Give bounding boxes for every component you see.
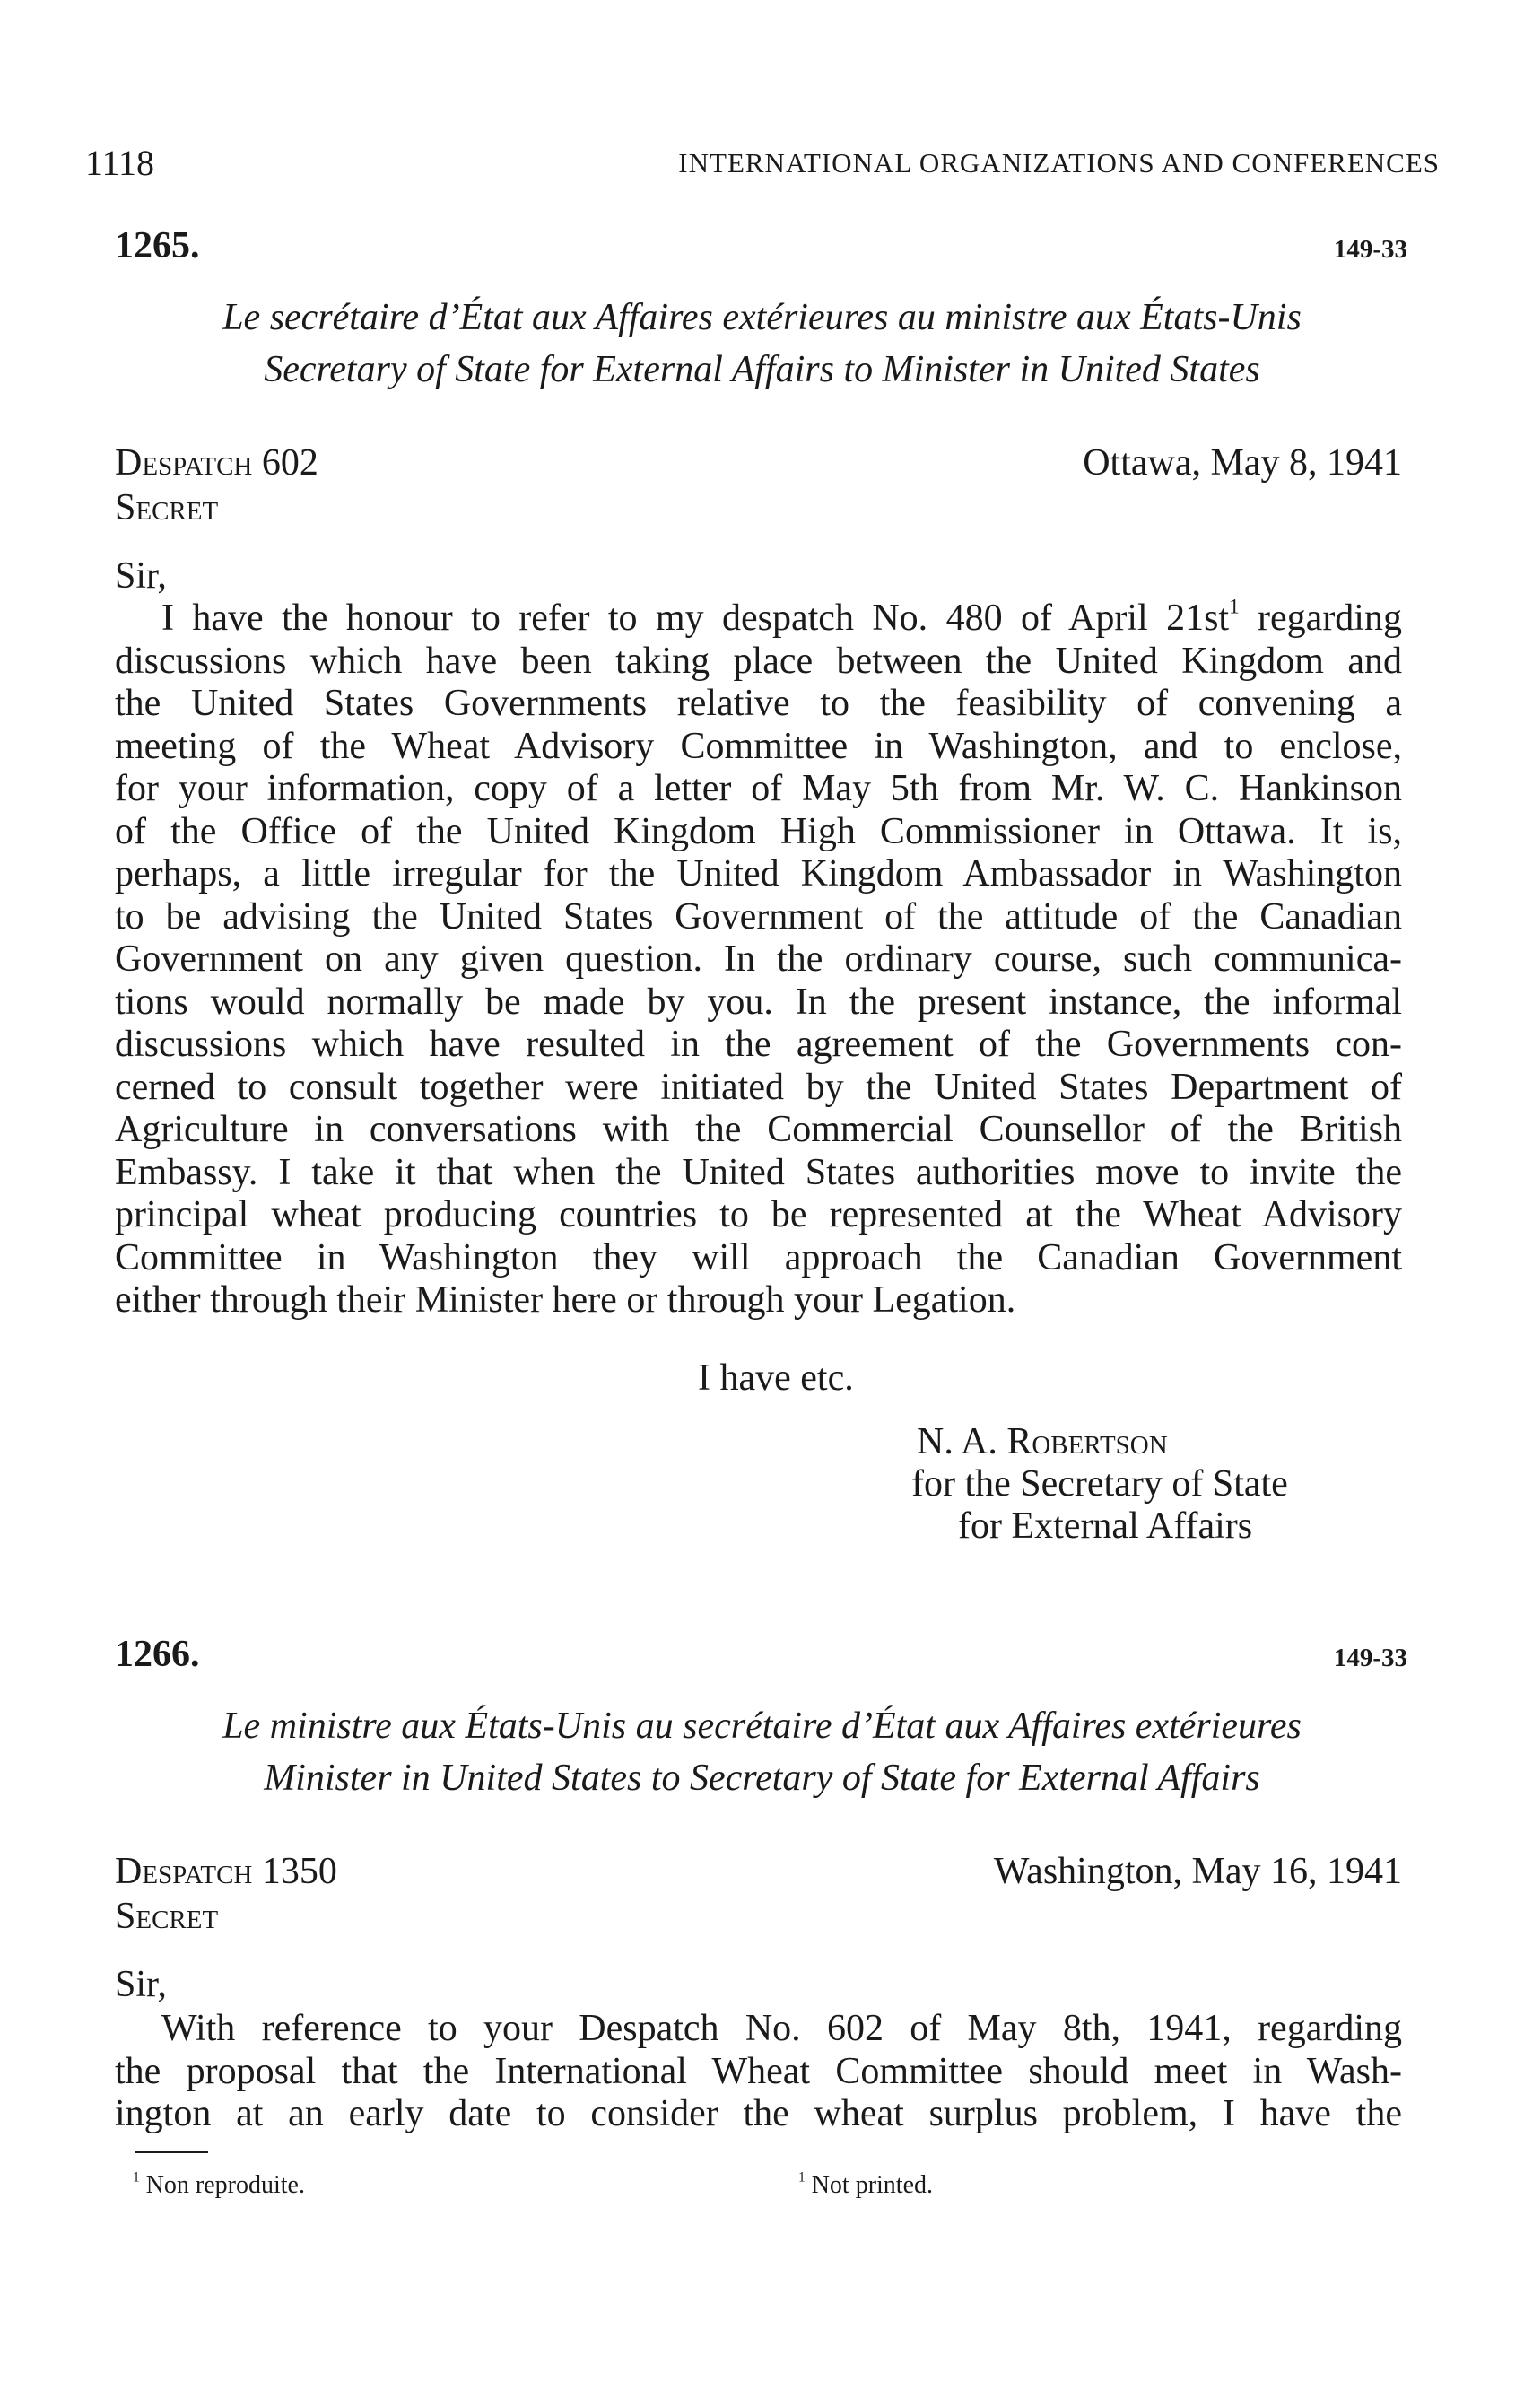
body-line: With reference to your Despatch No. 602 of May 8th, 1941, regarding — [161, 2008, 1402, 2049]
doc-1266-number: 1266. — [115, 1634, 200, 1675]
body-line: ington at an early date to consider the wheat surplus problem, I have the — [115, 2093, 1402, 2134]
doc-1265-title-en: Secretary of State for External Affairs to Minister in United States — [264, 349, 1260, 390]
body-line: to be advising the United States Government of the attitude of the Canadian — [115, 895, 1402, 938]
doc-1265-number: 1265. — [115, 225, 200, 266]
doc-1266-body — [115, 2008, 1402, 2136]
doc-1265-closing: I have etc. — [698, 1357, 854, 1399]
signature-line: for the Secretary of State — [911, 1463, 1288, 1505]
body-line: cerned to consult together were initiated by the United States Department of — [115, 1066, 1402, 1108]
doc-1266-file-ref: 149-33 — [1333, 1644, 1407, 1672]
doc-1266-classification: Secret — [115, 1896, 219, 1937]
body-line: meeting of the Wheat Advisory Committee in Washington, and to enclose, — [115, 725, 1402, 767]
doc-1265-body — [115, 594, 1402, 1322]
footnote-text: Non reproduite. — [139, 2171, 305, 2199]
footnote-mark: 1 — [798, 2169, 806, 2186]
doc-1265-salutation: Sir, — [115, 555, 167, 597]
body-line: Agriculture in conversations with the Commercial Counsellor of the British — [115, 1109, 1402, 1150]
body-line: tions would normally be made by you. In the present instance, the informal — [115, 981, 1402, 1023]
body-line: Embassy. I take it that when the United States authorities move to invite the — [115, 1151, 1402, 1193]
doc-1265-signature — [911, 1421, 1288, 1548]
body-line: the United States Governments relative to the feasibility of convening a — [115, 683, 1402, 724]
body-line: either through their Minister here or through your Legation. — [115, 1279, 1016, 1321]
body-line: the proposal that the International Wheat Committee should meet in Wash- — [115, 2050, 1402, 2092]
body-line: I have the honour to refer to my despatch No. 480 of April $21st^1$ regarding — [161, 594, 1402, 639]
signature-line: for External Affairs — [958, 1505, 1253, 1547]
body-line: for your information, copy of a letter of May 5th from Mr. W. C. Hankinson — [115, 768, 1402, 809]
body-line: Committee in Washington they will approach the Canadian Government — [115, 1236, 1402, 1278]
footnote-en — [798, 2171, 933, 2200]
signature-name: N. A. Robertson — [917, 1421, 1168, 1462]
footnote-rule — [135, 2151, 208, 2153]
footnote-mark: 1 — [1229, 594, 1240, 618]
doc-1265-place-date: Ottawa, May 8, 1941 — [1083, 442, 1402, 484]
footnote-text: Not printed. — [805, 2171, 934, 2199]
footnote-fr — [133, 2171, 305, 2200]
doc-1265-title-fr: Le secrétaire d’État aux Affaires extérieures au ministre aux États-Unis — [222, 297, 1302, 338]
body-line: principal wheat producing countries to be represented at the Wheat Advisory — [115, 1194, 1402, 1235]
doc-1265-file-ref: 149-33 — [1333, 235, 1407, 264]
doc-1266-place-date: Washington, May 16, 1941 — [993, 1851, 1402, 1892]
doc-1266-title-fr: Le ministre aux États-Unis au secrétaire d’État aux Affaires extérieures — [222, 1706, 1302, 1747]
doc-1265-classification: Secret — [115, 487, 219, 528]
body-line: discussions which have resulted in the agreement of the Governments con- — [115, 1024, 1402, 1065]
doc-1266-title-en: Minister in United States to Secretary of State for External Affairs — [264, 1758, 1260, 1799]
doc-1265-despatch: Despatch 602 — [115, 442, 318, 484]
running-title: INTERNATIONAL ORGANIZATIONS AND CONFERENCES — [678, 147, 1440, 179]
page-number: 1118 — [85, 143, 155, 183]
footnote-mark: 1 — [133, 2169, 140, 2186]
body-line: discussions which have been taking place between the United Kingdom and — [115, 640, 1402, 682]
body-line: Government on any given question. In the ordinary course, such communica- — [115, 938, 1402, 980]
body-line: perhaps, a little irregular for the United Kingdom Ambassador in Washington — [115, 853, 1402, 894]
running-head — [85, 142, 1440, 187]
doc-1266-despatch: Despatch 1350 — [115, 1851, 337, 1892]
body-line: of the Office of the United Kingdom High Commissioner in Ottawa. It is, — [115, 810, 1402, 852]
doc-1266-salutation: Sir, — [115, 1964, 167, 2005]
